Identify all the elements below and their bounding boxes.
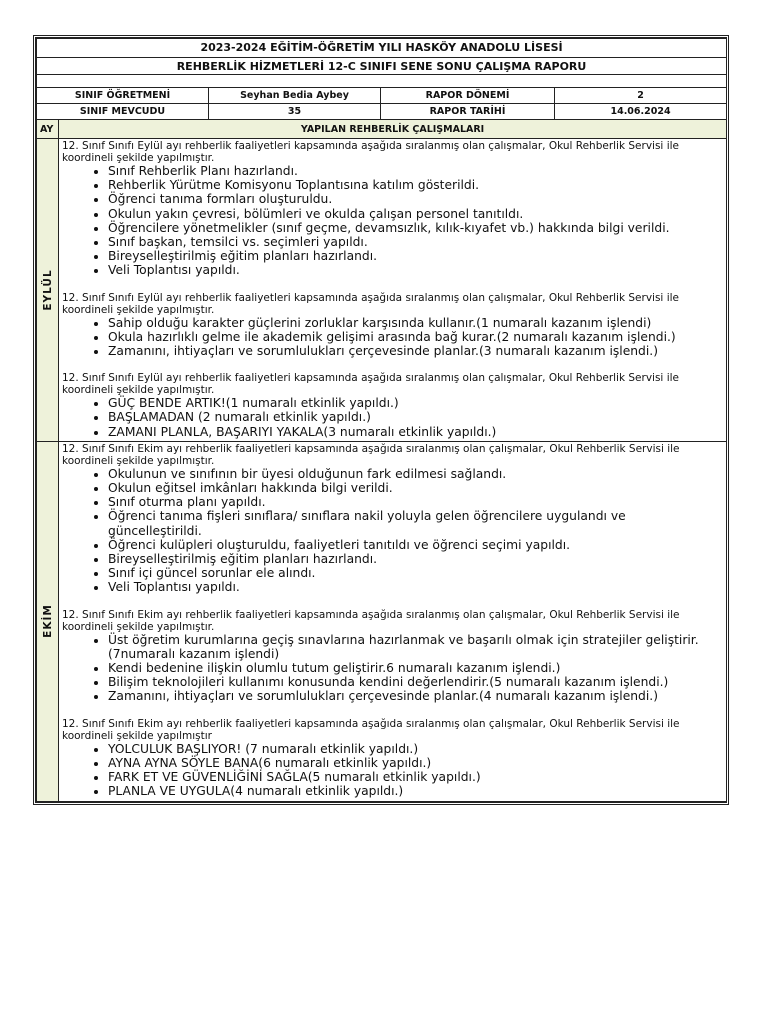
activity-list bbox=[62, 316, 723, 359]
block-intro: 12. Sınıf Sınıfı Ekim ayı rehberlik faaliyetleri kapsamında aşağıda sıralanmış olan çalışmalar, Okul Rehberlik Servisi ile koordineli şekilde yapılmıştır. bbox=[62, 442, 680, 467]
activity-item: • Okula hazırlıklı gelme ile akademik gelişimi arasında bağ kurar.(2 numaralı kazanım işlendi.) bbox=[108, 330, 723, 344]
teacher-value: Seyhan Bedia Aybey bbox=[209, 88, 381, 104]
month-cell-ekim bbox=[37, 441, 59, 801]
block-intro: 12. Sınıf Sınıfı Ekim ayı rehberlik faaliyetleri kapsamında aşağıda sıralanmış olan çalışmalar, Okul Rehberlik Servisi ile koordineli şekilde yapılmıştır. bbox=[62, 608, 680, 633]
activity-item: • Öğrenci tanıma formları oluşturuldu. bbox=[108, 192, 723, 206]
school-line: 2023-2024 EĞİTİM-ÖĞRETİM YILI HASKÖY ANADOLU LİSESİ bbox=[37, 39, 727, 58]
activity-item: • Öğrenci tanıma fişleri sınıflara/ sınıflara nakil yoluyla gelen öğrencilere uygulandı ve güncelleştirildi. bbox=[108, 509, 723, 537]
block-intro: 12. Sınıf Sınıfı Eylül ayı rehberlik faaliyetleri kapsamında aşağıda sıralanmış olan çalışmalar, Okul Rehberlik Servisi ile koordineli şekilde yapılmıştır. bbox=[62, 291, 679, 316]
activity-item: • Veli Toplantısı yapıldı. bbox=[108, 580, 723, 594]
activity-item: • Sınıf Rehberlik Planı hazırlandı. bbox=[108, 164, 723, 178]
block-gap bbox=[62, 358, 723, 372]
activity-item: • Sahip olduğu karakter güçlerini zorluklar karşısında kullanır.(1 numaralı kazanım işlendi) bbox=[108, 316, 723, 330]
activity-item: • FARK ET VE GÜVENLİĞİNİ SAĞLA(5 numaralı etkinlik yapıldı.) bbox=[108, 770, 723, 784]
block-intro: 12. Sınıf Sınıfı Eylül ayı rehberlik faaliyetleri kapsamında aşağıda sıralanmış olan çalışmalar, Okul Rehberlik Servisi ile koordineli şekilde yapılmıştır. bbox=[62, 372, 679, 397]
date-label: RAPOR TARİHİ bbox=[381, 104, 555, 120]
activity-item: • Sınıf başkan, temsilci vs. seçimleri yapıldı. bbox=[108, 235, 723, 249]
month-label-eylul: EYLÜL bbox=[41, 269, 54, 311]
info-row-count bbox=[37, 104, 727, 120]
activity-item: • Üst öğretim kurumlarına geçiş sınavlarına hazırlanmak ve başarılı olmak için stratejiler geliştirir.(7numaralı kazanım işlendi) bbox=[108, 633, 723, 661]
block-gap bbox=[62, 704, 723, 718]
month-cell-eylul bbox=[37, 139, 59, 442]
activity-item: • Öğrencilere yönetmelikler (sınıf geçme, devamsızlık, kılık-kıyafet vb.) hakkında bilgi verildi. bbox=[108, 221, 723, 235]
activities-col-header: YAPILAN REHBERLİK ÇALIŞMALARI bbox=[59, 120, 727, 139]
activity-item: • PLANLA VE UYGULA(4 numaralı etkinlik yapıldı.) bbox=[108, 784, 723, 798]
activity-item: • Zamanını, ihtiyaçları ve sorumlulukları çerçevesinde planlar.(3 numaralı kazanım işlendi.) bbox=[108, 344, 723, 358]
month-row-eylul bbox=[37, 139, 727, 442]
activity-item: • GÜÇ BENDE ARTIK!(1 numaralı etkinlik yapıldı.) bbox=[108, 396, 723, 410]
activity-item: • Bilişim teknolojileri kullanımı konusunda kendini değerlendirir.(5 numaralı kazanım işlendi.) bbox=[108, 675, 723, 689]
count-value: 35 bbox=[209, 104, 381, 120]
activity-item: • Okulunun ve sınıfının bir üyesi olduğunun fark edilmesi sağlandı. bbox=[108, 467, 723, 481]
count-label: SINIF MEVCUDU bbox=[37, 104, 209, 120]
month-row-ekim bbox=[37, 441, 727, 801]
report-sheet bbox=[35, 37, 727, 803]
report-table bbox=[36, 38, 727, 802]
block-intro: 12. Sınıf Sınıfı Eylül ayı rehberlik faaliyetleri kapsamında aşağıda sıralanmış olan çalışmalar, Okul Rehberlik Servisi ile koordineli şekilde yapılmıştır. bbox=[62, 140, 679, 164]
block-gap bbox=[62, 595, 723, 609]
period-value: 2 bbox=[555, 88, 727, 104]
date-value: 14.06.2024 bbox=[555, 104, 727, 120]
activity-list bbox=[62, 396, 723, 439]
activity-item: • Kendi bedenine ilişkin olumlu tutum geliştirir.6 numaralı kazanım işlendi.) bbox=[108, 661, 723, 675]
activity-item: • Bireyselleştirilmiş eğitim planları hazırlandı. bbox=[108, 249, 723, 263]
activity-list bbox=[62, 467, 723, 595]
month-content bbox=[59, 139, 727, 442]
activity-item: • AYNA AYNA SÖYLE BANA(6 numaralı etkinlik yapıldı.) bbox=[108, 756, 723, 770]
period-label: RAPOR DÖNEMİ bbox=[381, 88, 555, 104]
activity-item: • YOLCULUK BAŞLIYOR! (7 numaralı etkinlik yapıldı.) bbox=[108, 742, 723, 756]
activity-item: • BAŞLAMADAN (2 numaralı etkinlik yapıldı.) bbox=[108, 410, 723, 424]
teacher-label: SINIF ÖĞRETMENİ bbox=[37, 88, 209, 104]
activity-item: • Rehberlik Yürütme Komisyonu Toplantısına katılım gösterildi. bbox=[108, 178, 723, 192]
activity-item: • Sınıf içi güncel sorunlar ele alındı. bbox=[108, 566, 723, 580]
activity-list bbox=[62, 633, 723, 704]
activities-header-row bbox=[37, 120, 727, 139]
activity-item: • Öğrenci kulüpleri oluşturuldu, faaliyetleri tanıtıldı ve öğrenci seçimi yapıldı. bbox=[108, 538, 723, 552]
spacer-row bbox=[37, 75, 727, 88]
activity-list bbox=[62, 164, 723, 278]
activity-item: • ZAMANI PLANLA, BAŞARIYI YAKALA(3 numaralı etkinlik yapıldı.) bbox=[108, 425, 723, 439]
month-col-header: AY bbox=[37, 120, 59, 139]
activity-item: • Sınıf oturma planı yapıldı. bbox=[108, 495, 723, 509]
activity-list bbox=[62, 742, 723, 799]
block-gap bbox=[62, 278, 723, 292]
activity-item: • Zamanını, ihtiyaçları ve sorumlulukları çerçevesinde planlar.(4 numaralı kazanım işlendi.) bbox=[108, 689, 723, 703]
activity-item: • Veli Toplantısı yapıldı. bbox=[108, 263, 723, 277]
block-intro: 12. Sınıf Sınıfı Ekim ayı rehberlik faaliyetleri kapsamında aşağıda sıralanmış olan çalışmalar, Okul Rehberlik Servisi ile koordineli şekilde yapılmıştır bbox=[62, 717, 680, 742]
month-label-ekim: EKİM bbox=[41, 604, 54, 639]
activity-item: • Bireyselleştirilmiş eğitim planları hazırlandı. bbox=[108, 552, 723, 566]
month-content bbox=[59, 441, 727, 801]
activity-item: • Okulun yakın çevresi, bölümleri ve okulda çalışan personel tanıtıldı. bbox=[108, 207, 723, 221]
info-row-teacher bbox=[37, 88, 727, 104]
report-title: REHBERLİK HİZMETLERİ 12-C SINIFI SENE SONU ÇALIŞMA RAPORU bbox=[37, 58, 727, 75]
activity-item: • Okulun eğitsel imkânları hakkında bilgi verildi. bbox=[108, 481, 723, 495]
